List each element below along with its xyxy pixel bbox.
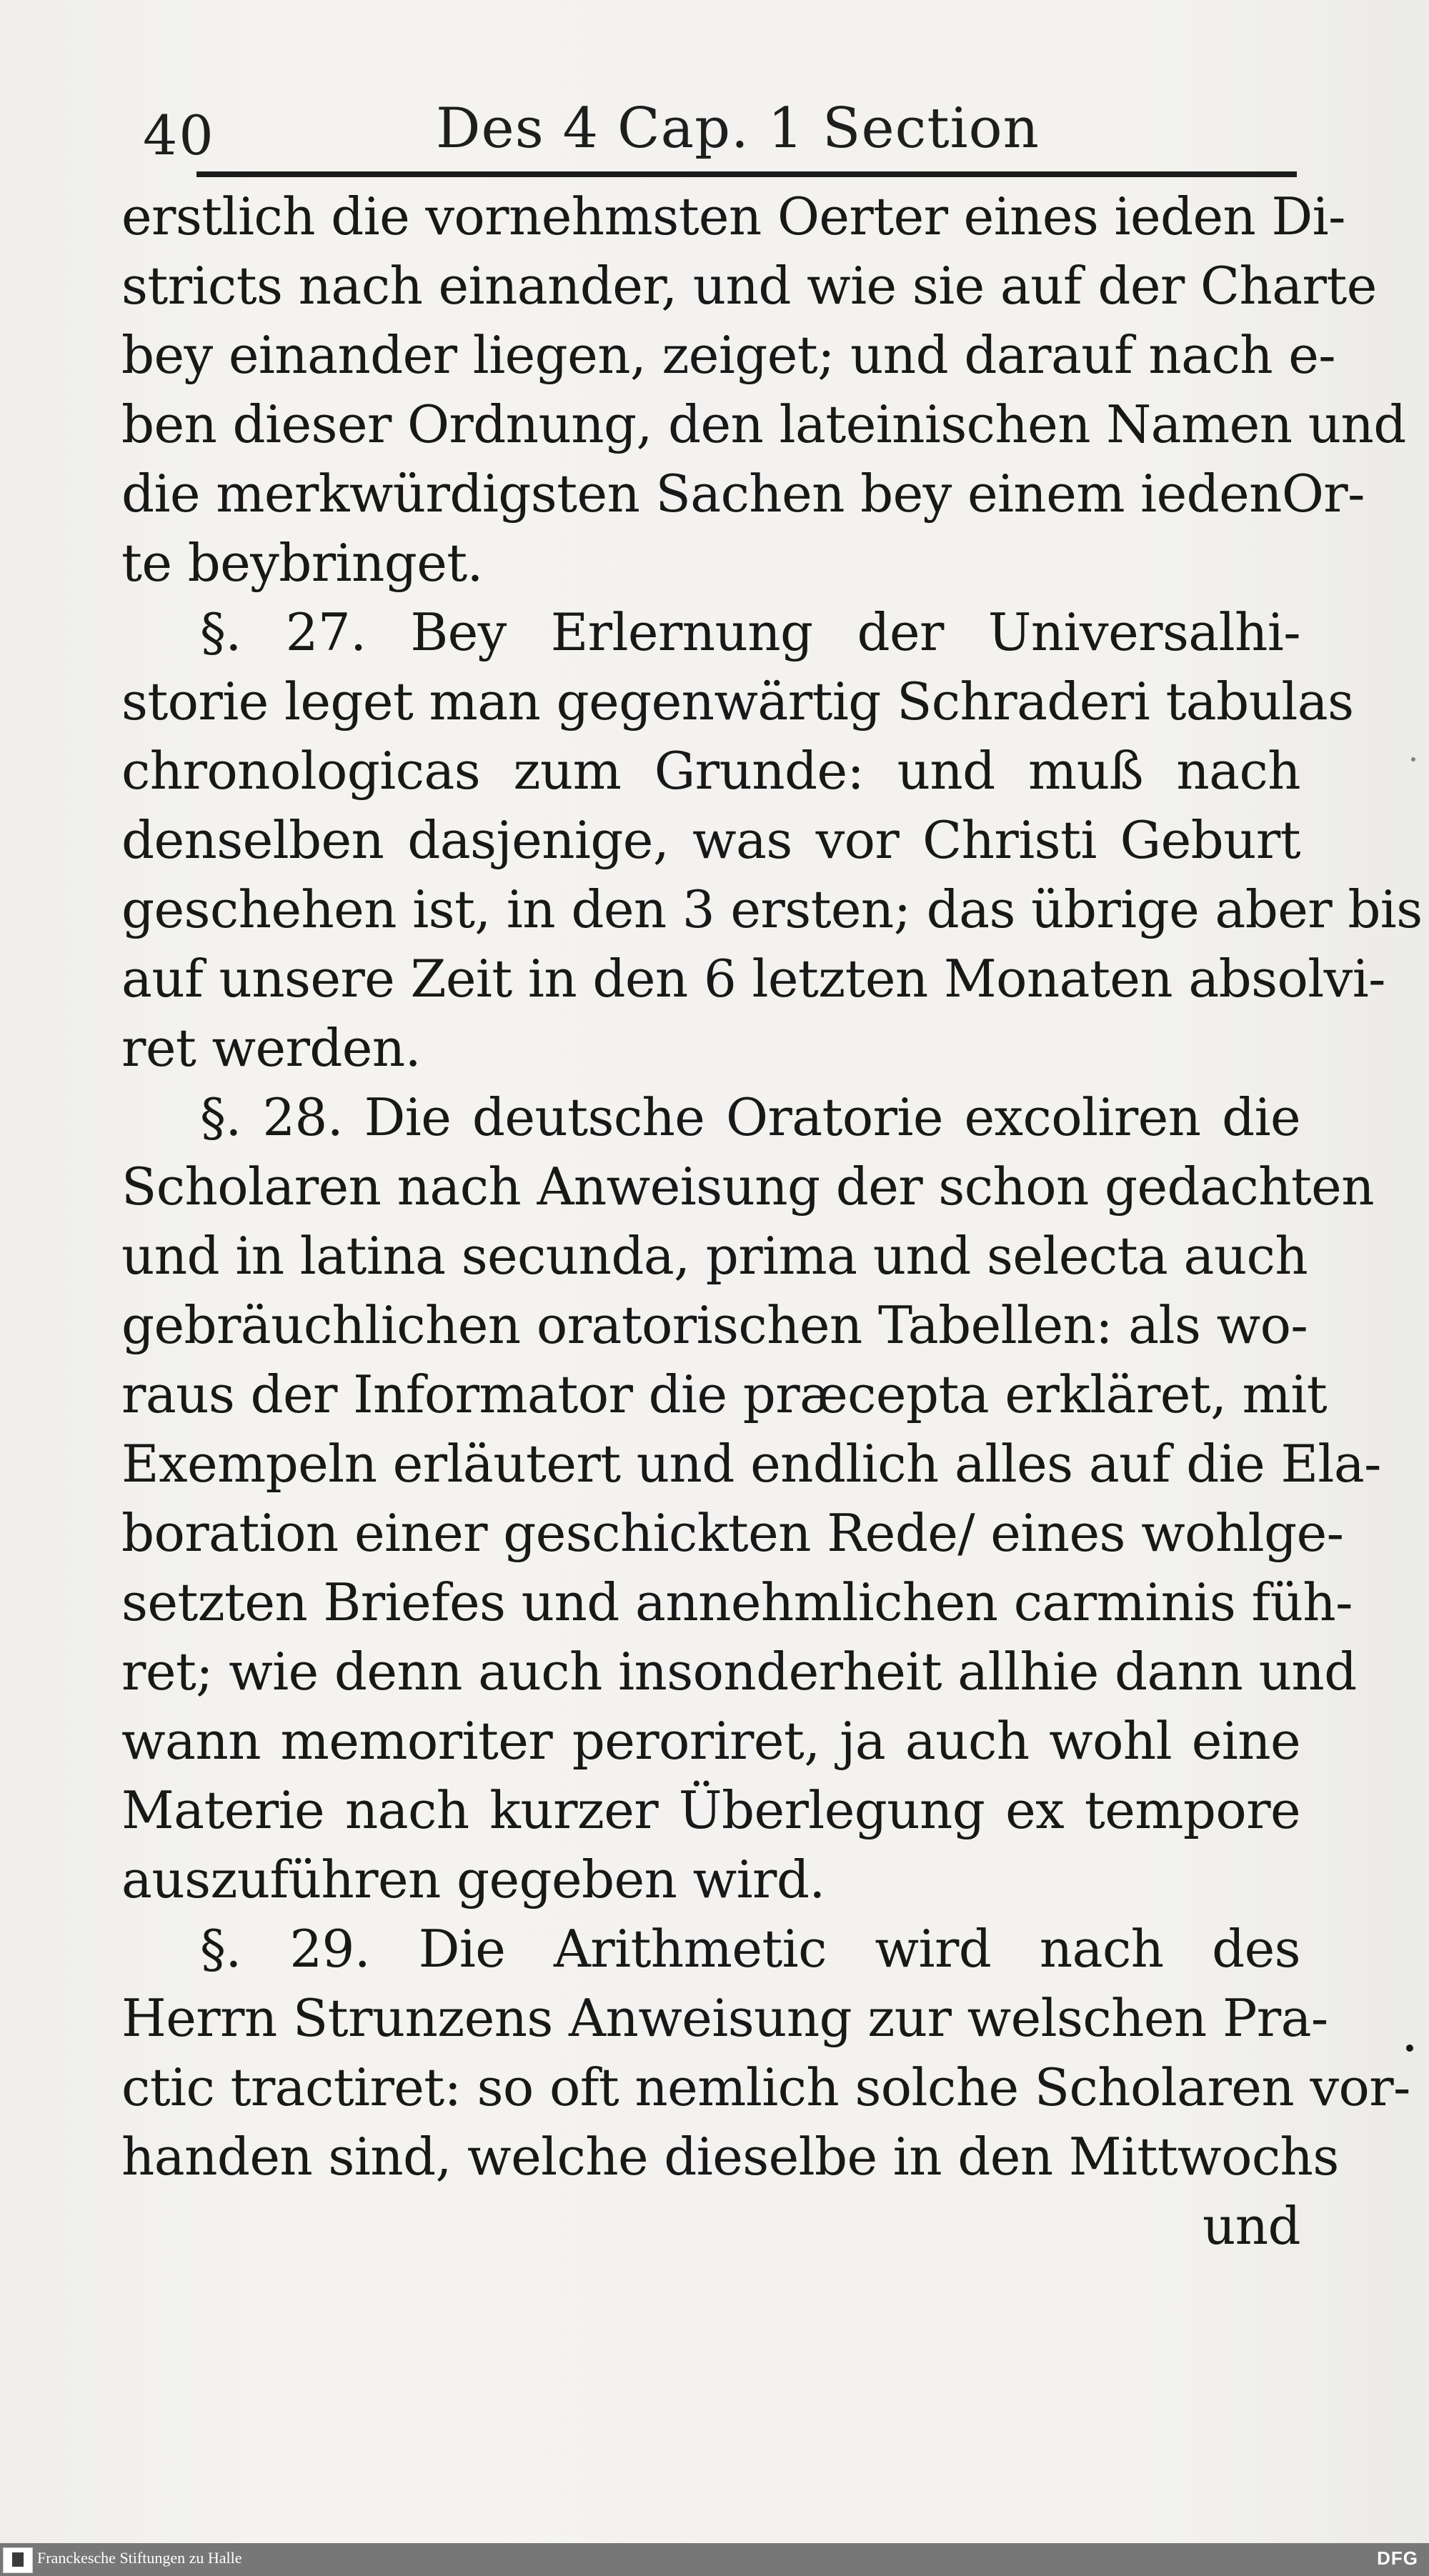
running-head: Des 4 Cap. 1 Section [436,96,1040,161]
text-line: storie leget man gegenwärtig Schraderi tabulas [121,672,1354,732]
text-line: chronologicas zum Grunde: und muß nach [121,741,1300,801]
ink-speck [1406,2045,1413,2052]
body-text [121,182,1423,2261]
text-line: stricts nach einander, und wie sie auf der Charte [121,256,1377,316]
text-line: Materie nach kurzer Überlegung ex tempore [121,1780,1300,1840]
text-line: wann memoriter peroriret, ja auch wohl eine [121,1711,1300,1771]
page-number: 40 [143,104,215,167]
text-line: auszuführen gegeben wird. [121,1849,825,1909]
text-line: ret; wie denn auch insonderheit allhie dann und [121,1642,1357,1702]
text-line: gebräuchlichen oratorischen Tabellen: als wo- [121,1295,1308,1355]
text-line: ben dieser Ordnung, den lateinischen Namen und [121,394,1406,454]
institution-name: Franckesche Stiftungen zu Halle [37,2549,242,2567]
text-line: raus der Informator die præcepta erkläret, mit [121,1364,1328,1424]
text-line: geschehen ist, in den 3 ersten; das übrige aber bis [121,879,1423,939]
text-line: die merkwürdigsten Sachen bey einem iedenOr- [121,464,1365,524]
text-line: Exempeln erläutert und endlich alles auf die Ela- [121,1434,1381,1494]
text-line: denselben dasjenige, was vor Christi Geburt [121,810,1300,870]
section-heading-29: §. 29. Die Arithmetic wird nach des [200,1919,1300,1979]
ink-speck [1411,757,1415,762]
text-line: boration einer geschickten Rede/ eines wohlge- [121,1503,1344,1563]
text-line: ctic tractiret: so oft nemlich solche Scholaren vor- [121,2057,1410,2117]
text-line: handen sind, welche dieselbe in den Mittwochs [121,2127,1339,2187]
header-rule [196,171,1297,177]
text-line: Herrn Strunzens Anweisung zur welschen Pra- [121,1988,1328,2048]
text-line: te beybringet. [121,533,483,593]
text-line: auf unsere Zeit in den 6 letzten Monaten absolvi- [121,949,1385,1009]
footer-bar [0,2543,1429,2576]
text-line: und in latina secunda, prima und selecta auch [121,1226,1308,1286]
dfg-badge: DFG [1377,2547,1418,2569]
text-line: ret werden. [121,1018,421,1078]
text-line: erstlich die vornehmsten Oerter eines ieden Di- [121,186,1345,246]
catchword: und [1202,2196,1300,2256]
institution-logo-icon [3,2547,33,2573]
section-heading-28: §. 28. Die deutsche Oratorie excoliren die [200,1087,1300,1147]
section-heading-27: §. 27. Bey Erlernung der Universalhi- [200,602,1300,662]
text-line: bey einander liegen, zeiget; und darauf nach e- [121,325,1336,385]
text-line: Scholaren nach Anweisung der schon gedachten [121,1157,1374,1217]
text-line: setzten Briefes und annehmlichen carminis füh- [121,1572,1353,1632]
page-header [143,89,1293,168]
